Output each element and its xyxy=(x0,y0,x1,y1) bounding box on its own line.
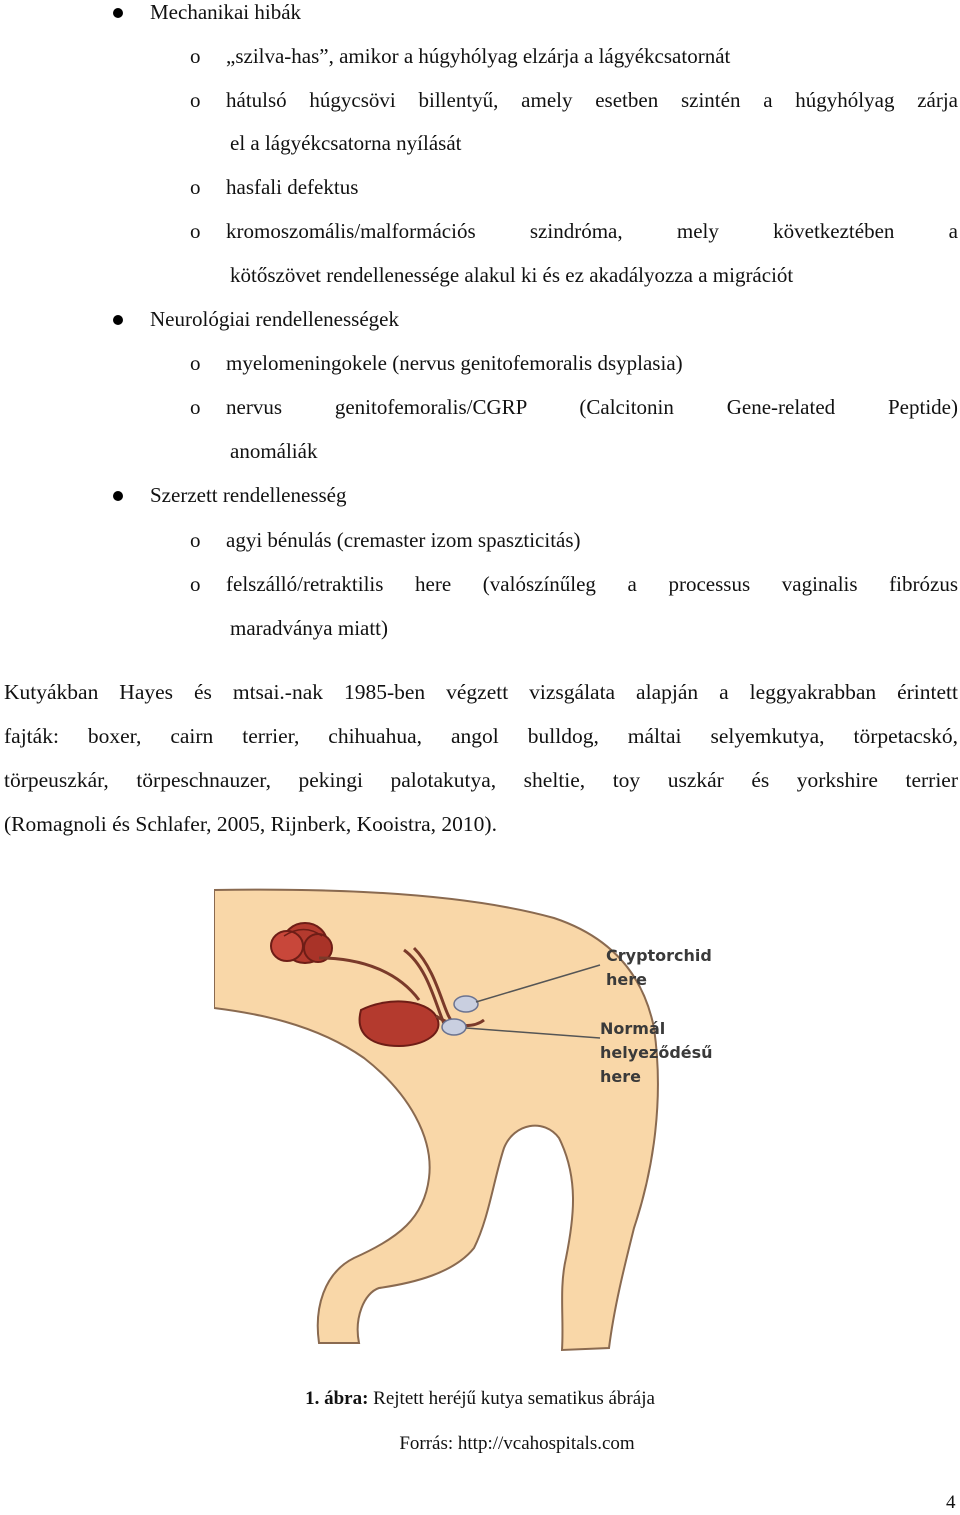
bladder-shape xyxy=(360,1001,439,1046)
bullet-dot xyxy=(113,491,123,501)
normal-testis xyxy=(442,1019,466,1035)
list-item: hátulsó húgycsövi billentyű, amely esetben szintén a húgyhólyag zárja xyxy=(226,88,958,112)
list-marker: o xyxy=(190,219,201,243)
list-item: agyi bénulás (cremaster izom spaszticitás) xyxy=(226,528,581,552)
list-marker: o xyxy=(190,528,201,552)
list-marker: o xyxy=(190,572,201,596)
figure-caption-text: Rejtett heréjű kutya sematikus ábrája xyxy=(368,1388,655,1409)
paragraph-line: Kutyákban Hayes és mtsai.-nak 1985-ben végzett vizsgálata alapján a leggyakrabban érintett xyxy=(4,680,958,704)
list-item-continuation: maradványa miatt) xyxy=(230,616,389,640)
section-heading: Mechanikai hibák xyxy=(150,0,302,24)
cryptorchid-testis xyxy=(454,996,478,1012)
bullet-dot xyxy=(113,8,123,18)
list-item-continuation: anomáliák xyxy=(230,439,318,463)
label-normal-line1: Normál xyxy=(600,1019,666,1038)
list-item: hasfali defektus xyxy=(226,175,359,199)
figure-source: Forrás: http://vcahospitals.com xyxy=(399,1433,635,1454)
bullet-dot xyxy=(113,315,123,325)
section-heading: Neurológiai rendellenességek xyxy=(150,307,399,331)
list-item: nervus genitofemoralis/CGRP (Calcitonin Gene-related Peptide) xyxy=(226,395,958,419)
list-item: „szilva-has”, amikor a húgyhólyag elzárja a lágyékcsatornát xyxy=(226,44,731,68)
list-marker: o xyxy=(190,44,201,68)
list-item-continuation: kötőszövet rendellenessége alakul ki és ez akadályozza a migrációt xyxy=(230,263,794,287)
paragraph-line: törpeuszkár, törpeschnauzer, pekingi palotakutya, sheltie, toy uszkár és yorkshire terrier xyxy=(4,768,958,792)
paragraph-line: fajták: boxer, cairn terrier, chihuahua, angol bulldog, máltai selyemkutya, törpetacskó, xyxy=(4,724,958,748)
list-marker: o xyxy=(190,351,201,375)
list-marker: o xyxy=(190,88,201,112)
list-item-continuation: el a lágyékcsatorna nyílását xyxy=(230,131,462,155)
list-marker: o xyxy=(190,395,201,419)
label-cryptorchid-line1: Cryptorchid xyxy=(606,946,712,965)
cryptorchid-dog-diagram xyxy=(214,888,744,1358)
label-cryptorchid-line2: here xyxy=(606,970,647,989)
figure-caption-number: 1. ábra: xyxy=(305,1388,369,1409)
section-heading: Szerzett rendellenesség xyxy=(150,483,347,507)
list-item: myelomeningokele (nervus genitofemoralis dsyplasia) xyxy=(226,351,683,375)
page-number: 4 xyxy=(946,1492,956,1513)
list-marker: o xyxy=(190,175,201,199)
paragraph-line: (Romagnoli és Schlafer, 2005, Rijnberk, Kooistra, 2010). xyxy=(4,812,497,836)
label-normal-line3: here xyxy=(600,1067,641,1086)
list-item: kromoszomális/malformációs szindróma, mely következtében a xyxy=(226,219,958,243)
list-item: felszálló/retraktilis here (valószínűleg a processus vaginalis fibrózus xyxy=(226,572,958,596)
figure-caption xyxy=(0,1388,960,1410)
label-normal-line2: helyeződésű xyxy=(600,1043,713,1062)
